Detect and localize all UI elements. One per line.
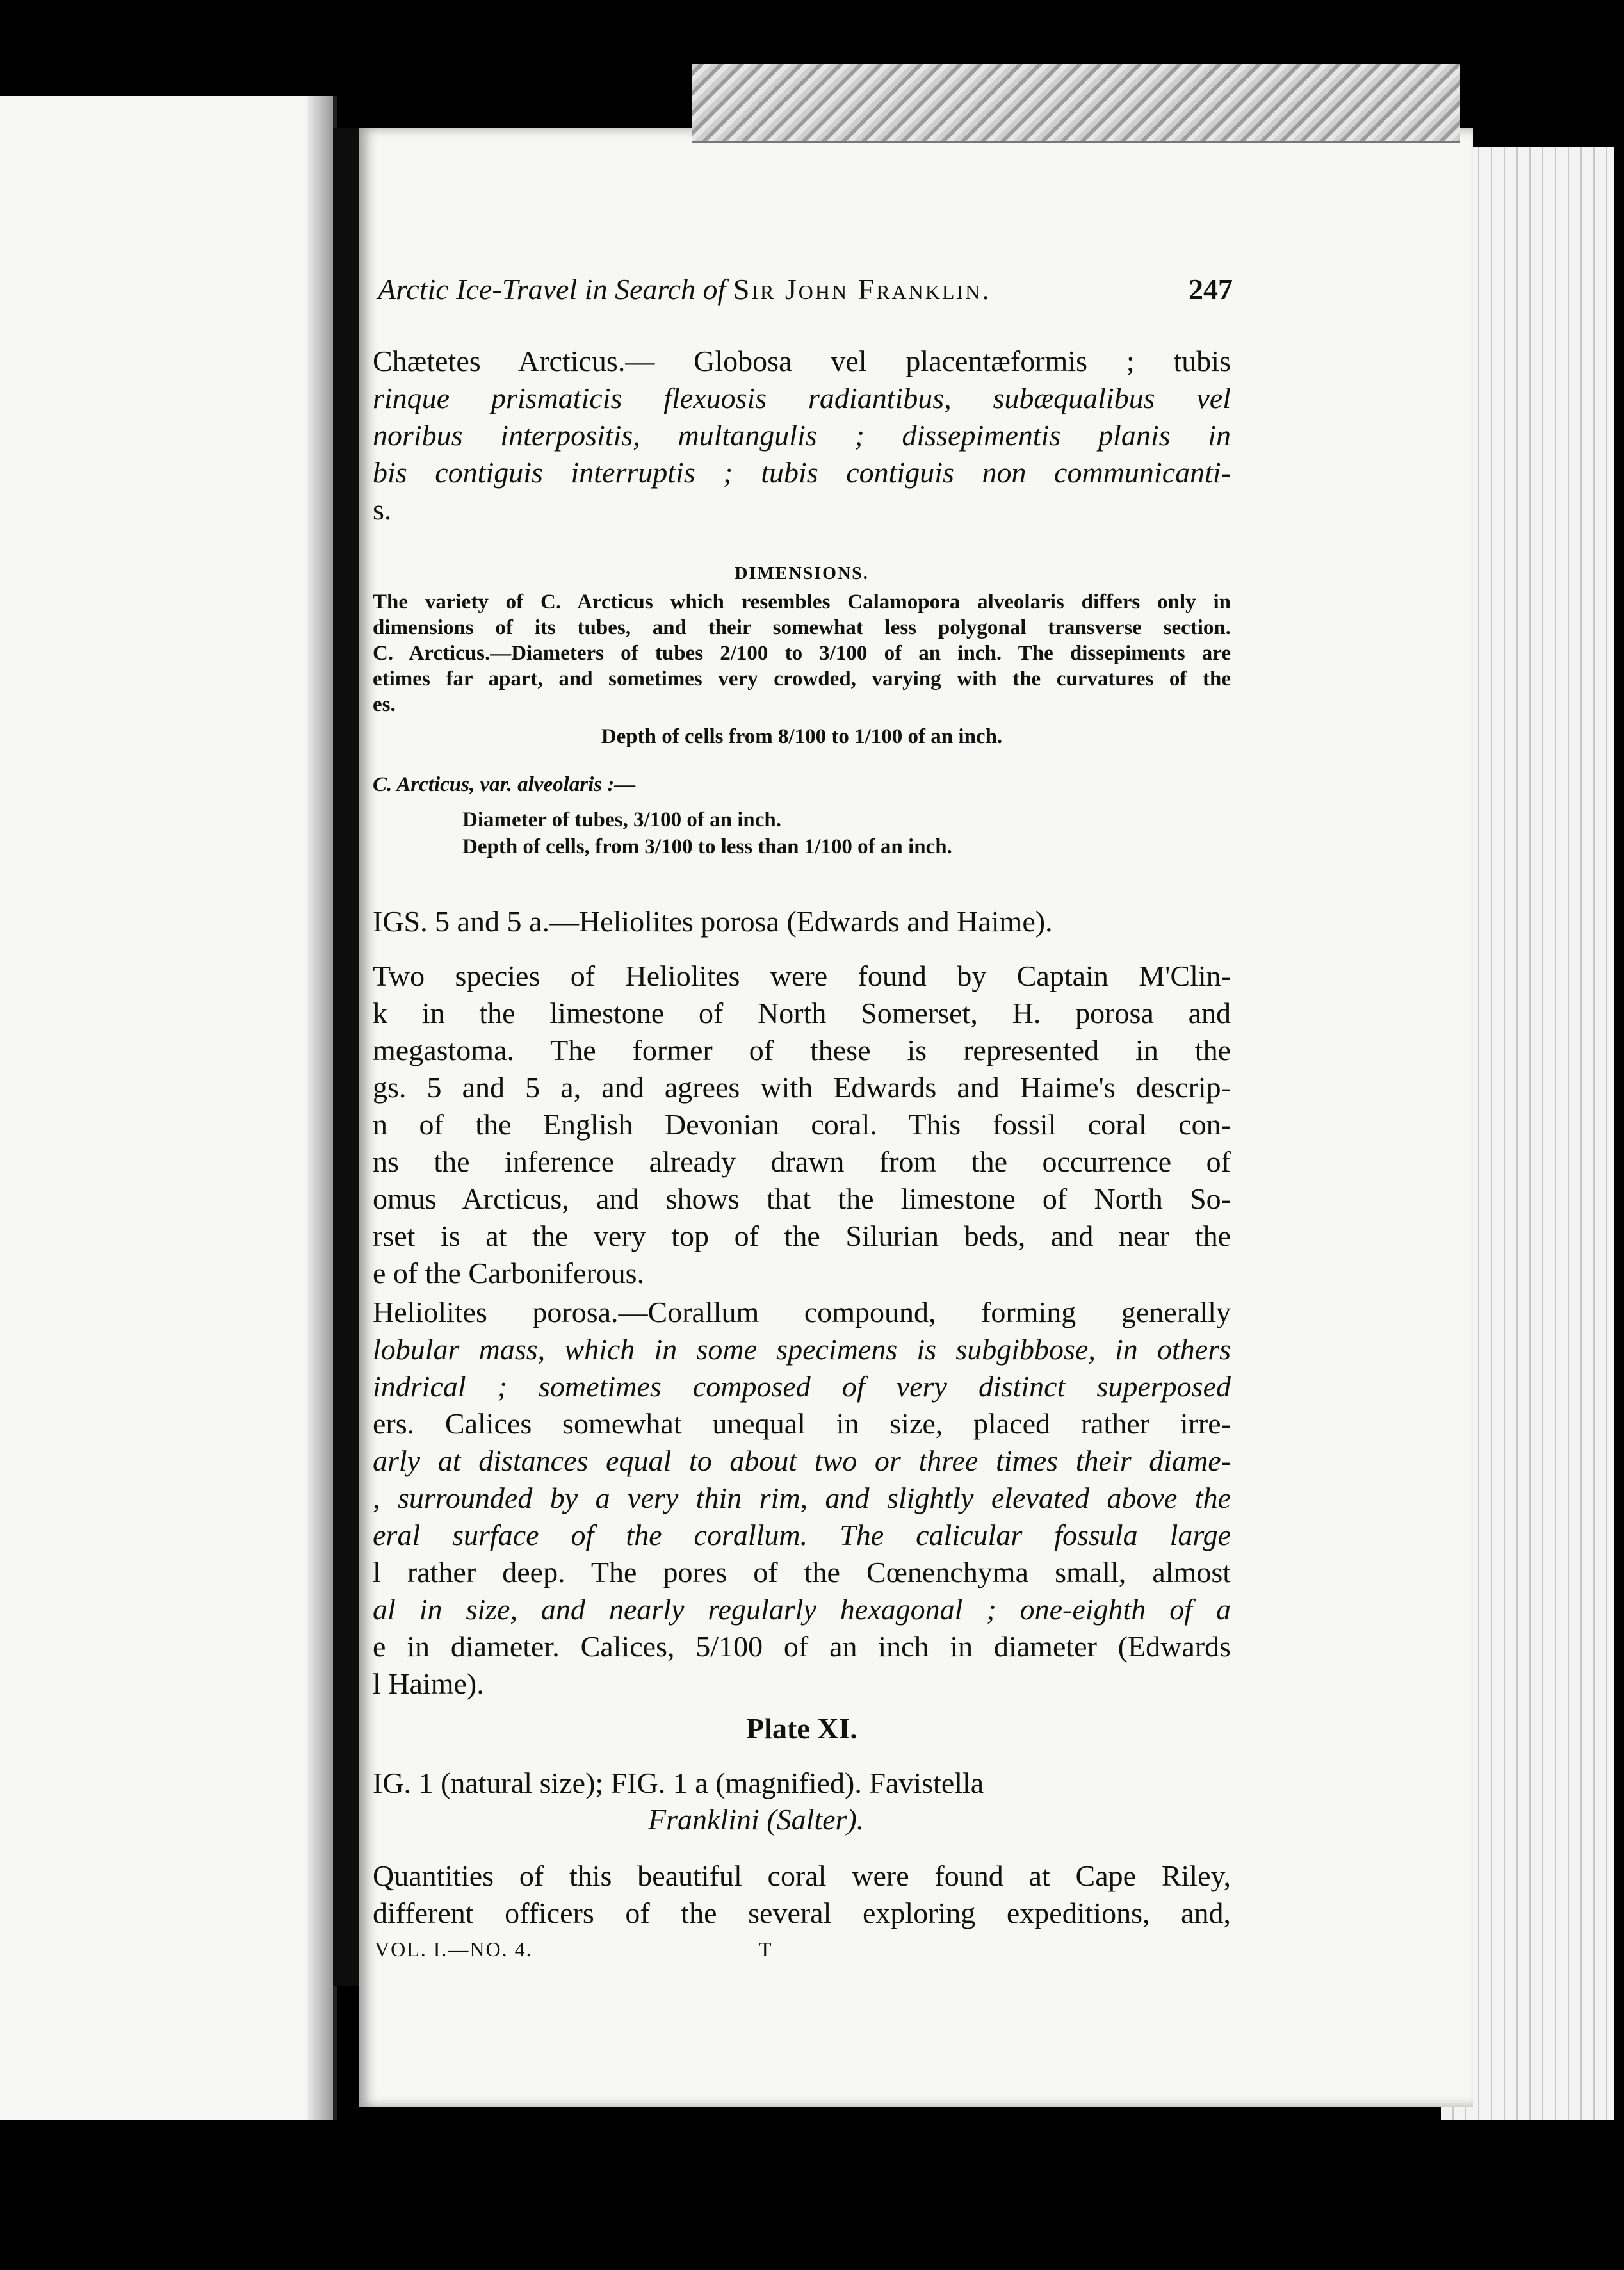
text-line: indrical ; sometimes composed of very distinct superposed xyxy=(373,1370,1231,1403)
text-line: gs. 5 and 5 a, and agrees with Edwards and Haime's descrip- xyxy=(373,1071,1231,1104)
torn-page-edge xyxy=(692,64,1460,143)
volume-number: VOL. I.—NO. 4. xyxy=(375,1938,533,1961)
diameter-line: Diameter of tubes, 3/100 of an inch. xyxy=(462,808,782,831)
text-line: bis contiguis interruptis ; tubis contiguis non communicanti- xyxy=(373,456,1231,489)
depth-of-cells-line: Depth of cells from 8/100 to 1/100 of an inch. xyxy=(601,725,1003,748)
page-number: 247 xyxy=(1189,273,1233,306)
text-line: , surrounded by a very thin rim, and slightly elevated above the xyxy=(373,1482,1231,1514)
text-line: rset is at the very top of the Silurian beds, and near the xyxy=(373,1220,1231,1252)
text-line: dimensions of its tubes, and their somewhat less polygonal transverse section. xyxy=(373,616,1231,639)
running-title: Arctic Ice-Travel in Search of xyxy=(378,273,726,306)
text-line: lobular mass, which in some specimens is subgibbose, in others xyxy=(373,1333,1231,1366)
text-line: omus Arcticus, and shows that the limestone of North So- xyxy=(373,1182,1231,1215)
text-line: Chætetes Arcticus.— Globosa vel placentæformis ; tubis xyxy=(373,345,1231,377)
variety-line: C. Arcticus, var. alveolaris :— xyxy=(373,773,636,796)
text-line: l Haime). xyxy=(373,1667,484,1700)
page-fold-shadow xyxy=(307,96,333,2120)
plate-caption-line-1: IG. 1 (natural size); FIG. 1 a (magnified). Favistella xyxy=(373,1767,984,1799)
text-line: s. xyxy=(373,493,392,526)
paragraph-heliolites xyxy=(373,958,1231,1292)
text-line: different officers of the several exploring expeditions, and, xyxy=(373,1897,1231,1929)
dimensions-heading: DIMENSIONS. xyxy=(735,564,869,584)
signature-mark: T xyxy=(759,1938,773,1961)
text-line: k in the limestone of North Somerset, H. porosa and xyxy=(373,997,1231,1029)
text-line: ns the inference already drawn from the occurrence of xyxy=(373,1145,1231,1178)
page-footer xyxy=(375,1938,773,1961)
text-line: arly at distances equal to about two or three times their diame- xyxy=(373,1444,1231,1477)
text-line: e of the Carboniferous. xyxy=(373,1257,645,1289)
running-title-name: Sir John Franklin. xyxy=(733,273,991,306)
text-line: Two species of Heliolites were found by Captain M'Clin- xyxy=(373,959,1231,992)
text-line: n of the English Devonian coral. This fossil coral con- xyxy=(373,1108,1231,1141)
depth-line-2: Depth of cells, from 3/100 to less than 1/100 of an inch. xyxy=(462,835,952,858)
text-line: The variety of C. Arcticus which resembles Calamopora alveolaris differs only in xyxy=(373,591,1231,614)
text-line: C. Arcticus.—Diameters of tubes 2/100 to 3/100 of an inch. The dissepiments are xyxy=(373,642,1231,665)
text-line: megastoma. The former of these is represented in the xyxy=(373,1034,1231,1066)
text-line: Quantities of this beautiful coral were found at Cape Riley, xyxy=(373,1859,1231,1892)
text-line: etimes far apart, and sometimes very crowded, varying with the curvatures of the xyxy=(373,667,1231,690)
text-line: es. xyxy=(373,693,396,716)
figs-heading: IGS. 5 and 5 a.—Heliolites porosa (Edwards and Haime). xyxy=(373,905,1053,938)
text-line: noribus interpositis, multangulis ; dissepimentis planis in xyxy=(373,419,1231,452)
text-line: Heliolites porosa.—Corallum compound, forming generally xyxy=(373,1296,1231,1328)
paragraph-quantities xyxy=(373,1858,1231,1932)
text-line: al in size, and nearly regularly hexagonal ; one-eighth of a xyxy=(373,1593,1231,1626)
plate-heading: Plate XI. xyxy=(746,1712,857,1745)
text-line: e in diameter. Calices, 5/100 of an inch in diameter (Edwards xyxy=(373,1630,1231,1663)
text-line: l rather deep. The pores of the Cœnenchyma small, almost xyxy=(373,1556,1231,1588)
left-page-blank xyxy=(0,96,337,2120)
text-line: eral surface of the corallum. The calicular fossula large xyxy=(373,1519,1231,1551)
text-line: rinque prismaticis flexuosis radiantibus, subæqualibus vel xyxy=(373,382,1231,414)
dimensions-text xyxy=(373,589,1231,717)
paragraph-chaetetes xyxy=(373,343,1231,528)
plate-caption-line-2: Franklini (Salter). xyxy=(648,1803,865,1836)
paragraph-heliolites-porosa xyxy=(373,1294,1231,1702)
text-line: ers. Calices somewhat unequal in size, placed rather irre- xyxy=(373,1407,1231,1440)
running-header xyxy=(378,272,1233,306)
